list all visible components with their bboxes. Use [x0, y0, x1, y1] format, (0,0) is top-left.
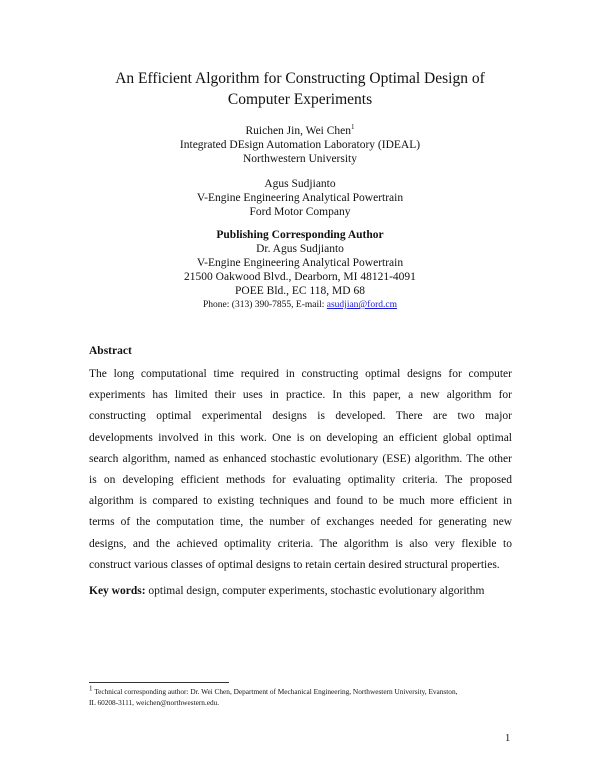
- abstract-heading: Abstract: [89, 345, 132, 357]
- corresponding-author-block: [60, 228, 540, 312]
- author-footnote-marker: 1: [351, 123, 355, 132]
- footnote: [89, 686, 512, 708]
- footnote-marker: 1: [89, 684, 93, 693]
- corresponding-name: Dr. Agus Sudjianto: [256, 243, 344, 255]
- author-block: [60, 124, 540, 166]
- footnote-rule: [89, 682, 229, 683]
- second-author-affiliation-1: V-Engine Engineering Analytical Powertrain: [196, 192, 404, 204]
- second-author-affiliation-2: Ford Motor Company: [249, 206, 351, 218]
- abstract-body: [89, 364, 512, 576]
- keywords-label: Key words:: [89, 585, 146, 597]
- email-link[interactable]: asudjian@ford.cm: [326, 300, 397, 310]
- abstract-line: search algorithm, named as enhanced stochastic evolutionary (ESE) algorithm. The other: [89, 452, 512, 465]
- title-line-1: An Efficient Algorithm for Constructing Optimal Design of: [115, 70, 485, 87]
- abstract-line: construct various classes of optimal designs to retain certain desired structural properties.: [89, 558, 500, 571]
- abstract-line: designs, and the achieved optimality criteria. The algorithm is also very flexible to: [89, 537, 512, 550]
- paper-title: [60, 68, 540, 110]
- contact-phone: Phone: (313) 390-7855, E-mail:: [203, 300, 327, 310]
- footnote-line-2: IL 60208-3111, weichen@northwestern.edu.: [89, 698, 220, 707]
- corresponding-building: POEE Bld., EC 118, MD 68: [235, 285, 365, 297]
- abstract-line: terms of the computation time, the number of exchanges needed for generating new: [89, 516, 512, 529]
- title-line-2: Computer Experiments: [227, 91, 373, 108]
- abstract-line: is on developing efficient methods for evaluating optimality criteria. The proposed: [89, 474, 512, 487]
- author-names: Ruichen Jin, Wei Chen: [245, 125, 352, 137]
- author-affiliation-2: Northwestern University: [242, 153, 358, 165]
- abstract-line: constructing optimal experimental designs is developed. There are two major: [89, 410, 512, 423]
- keywords-text: optimal design, computer experiments, stochastic evolutionary algorithm: [145, 585, 485, 597]
- corresponding-heading: Publishing Corresponding Author: [216, 229, 384, 241]
- abstract-line: experiments has limited their uses in practice. In this paper, a new algorithm for: [89, 389, 512, 402]
- page-number: 1: [505, 733, 511, 744]
- author-affiliation-1: Integrated DEsign Automation Laboratory (IDEAL): [179, 139, 421, 151]
- footnote-text-1: Technical corresponding author: Dr. Wei Chen, Department of Mechanical Engineering, Northwestern University, Evanston,: [92, 687, 458, 696]
- abstract-line: algorithm is compared to existing techniques and found to be much more efficient in: [89, 495, 512, 508]
- keywords: [89, 585, 484, 597]
- corresponding-address: 21500 Oakwood Blvd., Dearborn, MI 48121-4091: [184, 271, 416, 283]
- corresponding-contact: [60, 298, 540, 312]
- abstract-line: developments involved in this work. One is on developing an efficient global optimal: [89, 431, 512, 444]
- footnote-line-1: [89, 686, 512, 697]
- second-author-block: [60, 177, 540, 219]
- second-author-name: Agus Sudjianto: [264, 178, 336, 190]
- corresponding-dept: V-Engine Engineering Analytical Powertrain: [196, 257, 404, 269]
- abstract-line: The long computational time required in constructing optimal designs for computer: [89, 368, 512, 380]
- author-names-line: [60, 124, 540, 138]
